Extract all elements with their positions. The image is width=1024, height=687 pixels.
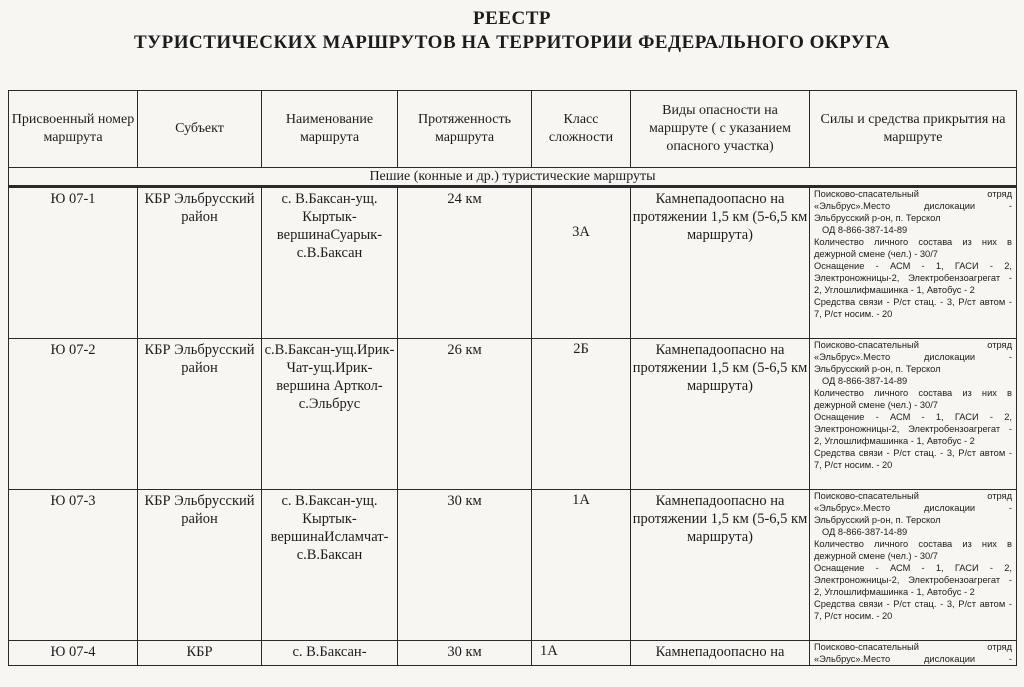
- forces-line: «Эльбрус».Место дислокации -: [814, 654, 1012, 664]
- forces-line: Количество личного состава из них в: [814, 539, 1012, 549]
- document-subtitle: ТУРИСТИЧЕСКИХ МАРШРУТОВ НА ТЕРРИТОРИИ ФЕДЕРАЛЬНОГО ОКРУГА: [134, 32, 890, 53]
- route-grade: 3А: [572, 224, 590, 240]
- header-name: Наименование маршрута: [262, 91, 398, 168]
- route-hazard: Камнепадоопасно на протяжении 1,5 км (5-6,5 км маршрута): [632, 191, 808, 243]
- routes-registry-table: [8, 90, 1017, 666]
- section-row: [9, 168, 1017, 187]
- route-grade: 2Б: [573, 341, 589, 357]
- forces-line: 2, Углошлифмашинка - 1, Автобус - 2: [814, 587, 975, 597]
- forces-line: «Эльбрус».Место дислокации -: [814, 352, 1012, 362]
- route-grade: 1А: [572, 492, 590, 508]
- forces-line: Поисково-спасательный отряд: [814, 642, 1012, 652]
- forces-line: 2, Углошлифмашинка - 1, Автобус - 2: [814, 285, 975, 295]
- table-row: [9, 490, 1017, 641]
- forces-line: Эльбрусский р-он, п. Терскол: [814, 364, 941, 374]
- route-hazard: Камнепадоопасно на: [655, 644, 785, 660]
- route-forces: [810, 641, 1016, 665]
- forces-line: Поисково-спасательный отряд: [814, 491, 1012, 501]
- forces-line: Электроножницы-2, Электробензоагрегат -: [814, 575, 1012, 585]
- header-hazards: Виды опасности на маршруте ( с указанием опасного участка): [631, 91, 810, 168]
- forces-line: ОД 8-866-387-14-89: [822, 376, 908, 386]
- forces-line: Средства связи - Р/ст стац. - 3, Р/ст автом -: [814, 448, 1012, 458]
- route-length: 24 км: [447, 191, 482, 207]
- forces-line: Оснащение - АСМ - 1, ГАСИ - 2,: [814, 261, 1012, 271]
- header-length: Протяженность маршрута: [398, 91, 532, 168]
- header-row: [9, 91, 1017, 168]
- forces-line: «Эльбрус».Место дислокации -: [814, 201, 1012, 211]
- table-row: [9, 339, 1017, 490]
- forces-line: Поисково-спасательный отряд: [814, 189, 1012, 199]
- forces-line: дежурной смене (чел.) - 30/7: [814, 400, 938, 410]
- forces-line: Средства связи - Р/ст стац. - 3, Р/ст автом -: [814, 297, 1012, 307]
- header-grade: Класс сложности: [532, 91, 631, 168]
- document-title: РЕЕСТР: [473, 8, 551, 29]
- forces-line: Эльбрусский р-он, п. Терскол: [814, 515, 941, 525]
- route-length: 30 км: [447, 493, 482, 509]
- forces-line: Оснащение - АСМ - 1, ГАСИ - 2,: [814, 412, 1012, 422]
- route-hazard: Камнепадоопасно на протяжении 1,5 км (5-6,5 км маршрута): [632, 342, 808, 394]
- table-row: [9, 187, 1017, 339]
- route-number: Ю 07-3: [50, 493, 96, 509]
- forces-line: 7, Р/ст носим. - 20: [814, 611, 893, 621]
- forces-line: дежурной смене (чел.) - 30/7: [814, 249, 938, 259]
- forces-line: Количество личного состава из них в: [814, 237, 1012, 247]
- header-number: Присвоенный номер маршрута: [9, 91, 138, 168]
- forces-line: Количество личного состава из них в: [814, 388, 1012, 398]
- table-row: [9, 641, 1017, 666]
- route-length: 26 км: [447, 342, 482, 358]
- route-number: Ю 07-4: [50, 644, 96, 660]
- route-hazard: Камнепадоопасно на протяжении 1,5 км (5-6,5 км маршрута): [632, 493, 808, 545]
- header-subject: Субъект: [138, 91, 262, 168]
- forces-line: 2, Углошлифмашинка - 1, Автобус - 2: [814, 436, 975, 446]
- forces-line: 7, Р/ст носим. - 20: [814, 309, 893, 319]
- route-subject: КБР Эльбрусский район: [144, 191, 255, 225]
- route-forces: [810, 490, 1016, 622]
- forces-line: Поисково-спасательный отряд: [814, 340, 1012, 350]
- route-length: 30 км: [447, 644, 482, 660]
- forces-line: 7, Р/ст носим. - 20: [814, 460, 893, 470]
- forces-line: ОД 8-866-387-14-89: [822, 527, 908, 537]
- route-number: Ю 07-1: [50, 191, 96, 207]
- forces-line: Электроножницы-2, Электробензоагрегат -: [814, 424, 1012, 434]
- route-subject: КБР Эльбрусский район: [144, 493, 255, 527]
- header-forces: Силы и средства прикрытия на маршруте: [810, 91, 1017, 168]
- route-name: с. В.Баксан-ущ. Кыртык-вершинаИсламчат-с.В.Баксан: [270, 493, 389, 563]
- forces-line: дежурной смене (чел.) - 30/7: [814, 551, 938, 561]
- route-name: с. В.Баксан-ущ. Кыртык-вершинаСуарык-с.В.Баксан: [276, 191, 383, 261]
- route-forces: [810, 188, 1016, 320]
- forces-line: «Эльбрус».Место дислокации -: [814, 503, 1012, 513]
- route-subject: КБР: [186, 644, 213, 660]
- section-label: Пешие (конные и др.) туристические маршруты: [9, 168, 1017, 187]
- route-grade: 1А: [540, 643, 558, 659]
- forces-line: Средства связи - Р/ст стац. - 3, Р/ст автом -: [814, 599, 1012, 609]
- route-name: с.В.Баксан-ущ.Ирик-Чат-ущ.Ирик-вершина Арткол-с.Эльбрус: [264, 342, 395, 412]
- route-subject: КБР Эльбрусский район: [144, 342, 255, 376]
- route-name: с. В.Баксан-: [292, 644, 367, 660]
- route-forces: [810, 339, 1016, 471]
- forces-line: Электроножницы-2, Электробензоагрегат -: [814, 273, 1012, 283]
- forces-line: ОД 8-866-387-14-89: [822, 225, 908, 235]
- forces-line: Оснащение - АСМ - 1, ГАСИ - 2,: [814, 563, 1012, 573]
- forces-line: Эльбрусский р-он, п. Терскол: [814, 213, 941, 223]
- route-number: Ю 07-2: [50, 342, 96, 358]
